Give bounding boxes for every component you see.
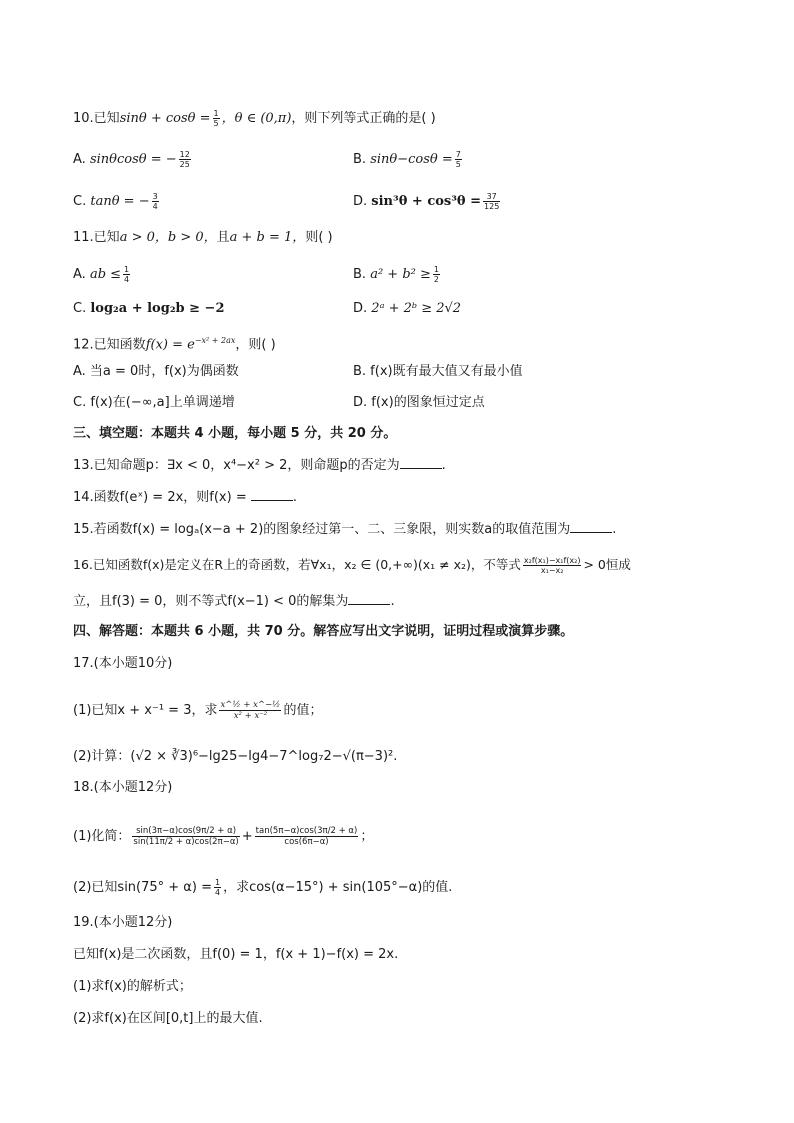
q10-eq: sinθ + cosθ = [119,111,211,126]
q11-option-c [73,300,225,318]
q12-option-c: C. f(x)在(−∞,a]上单调递增 [73,395,235,410]
q16-frac-den: x₁−x₂ [540,566,564,575]
q11-b-label: B. [353,267,367,282]
q18-p2-frac [214,878,221,897]
q19-part2: (2)求f(x)在区间[0,t]上的最大值. [73,1011,263,1026]
q14-text: 14.函数f(eˣ) = 2x，则f(x) = [73,490,251,505]
q10-c-frac [152,192,159,211]
q14-end: . [292,490,297,505]
q18-part1 [73,826,373,847]
q18-f1-num: sin(3π−α)cos(9π/2 + α) [132,826,239,837]
q10-b-expr: sinθ−cosθ = [370,152,453,167]
q18-p2-suffix: ，求cos(α−15°) + sin(105°−α)的值. [223,880,453,895]
q14-blank [251,488,293,501]
q12-suffix: ，则( ) [235,337,276,353]
q10-a-frac [179,150,191,169]
q18-p1-suffix: ； [360,829,374,844]
q18-p2-den: 4 [214,888,221,897]
q10-option-d [353,192,502,211]
q10-cond: ，θ ∈ (0,π) [221,111,292,126]
q12-stem [73,332,276,354]
q11-b-expr: a² + b² ≥ [370,267,431,282]
q17-p1-suffix: 的值； [283,703,323,718]
q15-blank [570,520,612,533]
q10-option-a [73,150,193,169]
q16-frac [523,556,582,575]
q10-b-num: 7 [455,150,461,159]
q15 [73,520,616,539]
q18-p2-num: 1 [214,878,221,887]
q10-c-label: C. [73,194,87,209]
q10-d-den: 125 [484,202,500,211]
q19-stem: 已知f(x)是二次函数，且f(0) = 1，f(x + 1)−f(x) = 2x. [73,947,399,962]
q13 [73,456,446,475]
section-3-heading: 三、填空题：本题共 4 小题，每小题 5 分，共 20 分。 [73,426,397,441]
q12-option-a: A. 当a = 0时，f(x)为偶函数 [73,364,239,379]
q11-stem [73,229,333,247]
q17-p1-prefix: (1)已知x + x⁻¹ = 3，求 [73,703,218,718]
q17-frac [219,700,281,721]
q12-option-d: D. f(x)的图象恒过定点 [353,395,485,410]
q10-b-den: 5 [455,160,461,169]
q17-frac-num: x^½ + x^−½ [220,700,281,710]
q10-c-den: 4 [152,202,158,211]
q10-option-b [353,150,464,169]
q17-frac-den: x² + x⁻² [233,711,268,721]
q12-func: f(x) = e [145,337,195,353]
q10-frac-num: 1 [213,109,219,118]
q10-suffix: ，则下列等式正确的是( ) [291,111,436,126]
q11-suffix: 则( ) [305,230,333,245]
q10-prefix: 10.已知 [73,111,120,126]
q11-b-frac [433,265,440,284]
q18-frac1 [132,826,239,847]
q18-f2-num: tan(5π−α)cos(3π/2 + α) [255,826,358,836]
q11-a-label: A. [73,267,86,282]
q18-plus: + [241,829,253,844]
q19-part1: (1)求f(x)的解析式； [73,979,192,994]
q11-a-den: 4 [124,275,130,284]
q18-p2-prefix: (2)已知sin(75° + α) = [73,880,212,895]
q10-d-expr: sin³θ + cos³θ = [371,194,482,209]
q15-text: 15.若函数f(x) = logₐ(x−a + 2)的图象经过第一、二、三象限，则实数a的取值范围为 [73,522,571,537]
q18-title: 18.(本小题12分) [73,780,173,795]
q10-c-num: 3 [152,192,158,201]
q10-b-label: B. [353,152,367,167]
q18-p1-prefix: (1)化简： [73,829,131,844]
q14 [73,488,297,507]
q13-text: 13.已知命题p：∃x < 0，x⁴−x² > 2，则命题p的否定为 [73,458,400,473]
q11-d-label: D. [353,301,368,316]
q11-a-num: 1 [124,265,130,274]
q18-frac2 [255,826,359,847]
q10-b-frac [455,150,462,169]
q13-end: . [441,458,446,473]
q11-c-label: C. [73,301,87,316]
q13-blank [400,456,442,469]
q17-part1 [73,700,322,721]
q10-a-den: 25 [179,160,190,169]
q11-option-b [353,265,442,284]
q10-d-num: 37 [483,192,500,202]
q11-prefix: 11.已知 [73,230,120,245]
q16-blank [348,592,390,605]
q11-d-expr: 2ᵃ + 2ᵇ ≥ 2√2 [371,301,462,316]
q11-c-expr: log₂a + log₂b ≥ −2 [90,301,225,316]
q11-option-d [353,300,461,318]
q11-eq: a > 0，b > 0， [119,230,217,245]
q12-exp: −x² + 2ax [194,336,236,345]
q18-f2-den: cos(6π−α) [284,837,329,847]
q16-line1 [73,556,631,575]
q16-line2 [73,592,395,611]
q10-a-expr: sinθcosθ = − [89,152,177,167]
q16-frac-num: x₂f(x₁)−x₁f(x₂) [523,556,581,565]
q11-option-a [73,265,132,284]
q11-a-expr: ab ≤ [89,267,122,282]
q11-a-frac [123,265,130,284]
q11-eq2: a + b = 1， [229,230,306,245]
q10-stem [73,109,436,128]
q16-suffix: > 0恒成 [583,557,631,572]
q10-frac-den: 5 [213,119,219,128]
q15-end: . [612,522,617,537]
q16-prefix: 16.已知函数f(x)是定义在R上的奇函数，若∀x₁，x₂ ∈ (0,+∞)(x₁ ≠ x₂)，不等式 [73,557,521,572]
q12-option-b: B. f(x)既有最大值又有最小值 [353,364,523,379]
q11-b-num: 1 [433,265,439,274]
q10-frac [213,109,220,128]
q16-line2-text: 立，且f(3) = 0，则不等式f(x−1) < 0的解集为 [73,594,349,609]
q17-title: 17.(本小题10分) [73,656,173,671]
q19-title: 19.(本小题12分) [73,915,173,930]
q18-part2 [73,878,452,897]
q10-a-num: 12 [179,150,190,159]
q17-part2: (2)计算：(√2 × ∛3)⁶−lg25−lg4−7^log₇2−√(π−3)². [73,749,398,764]
q11-mid: 且 [216,230,230,245]
q12-prefix: 12.已知函数 [73,337,146,353]
q10-d-label: D. [353,194,368,209]
section-4-heading: 四、解答题：本题共 6 小题，共 70 分。解答应写出文字说明，证明过程或演算步骤。 [73,624,574,639]
q10-option-c [73,192,161,211]
q11-b-den: 2 [433,275,439,284]
q10-d-frac [483,192,500,211]
q10-a-label: A. [73,152,86,167]
q18-f1-den: sin(11π/2 + α)cos(2π−α) [133,837,239,847]
q16-end: . [390,594,395,609]
q10-c-expr: tanθ = − [90,194,150,209]
